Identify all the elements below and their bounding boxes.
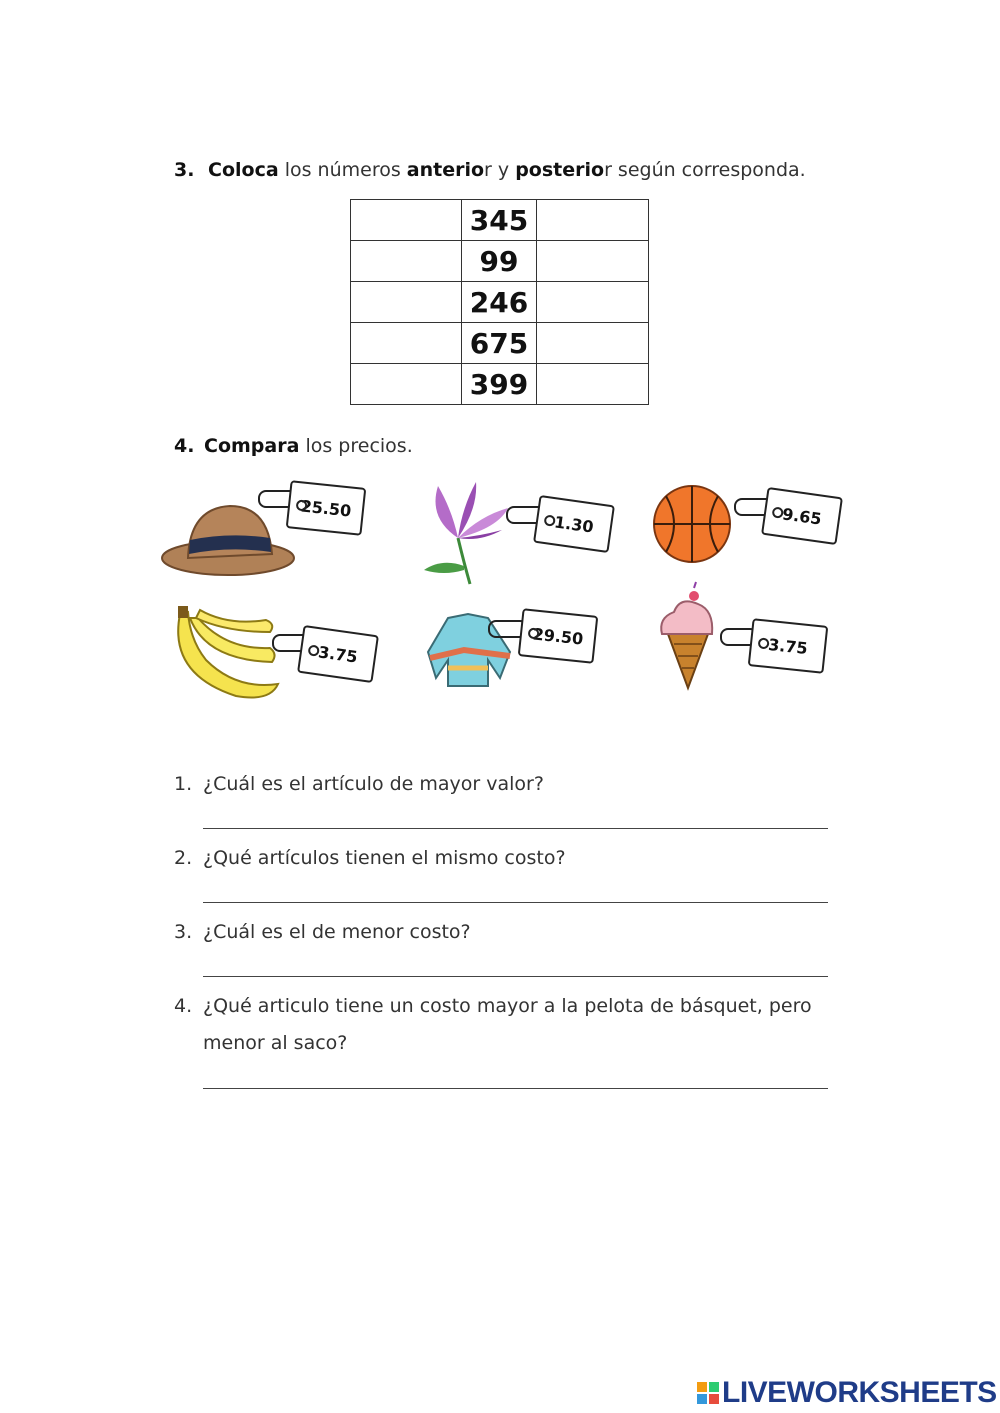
logo-text: LIVEWORKSHEETS bbox=[722, 1376, 997, 1409]
question-number: 3. bbox=[174, 921, 193, 943]
price-tag: 25.50 bbox=[286, 480, 367, 536]
banana-icon bbox=[166, 604, 286, 709]
price-tag: 1.30 bbox=[533, 495, 615, 553]
heading-word-compara: Compara bbox=[204, 435, 300, 457]
price-tag: 3.75 bbox=[297, 625, 379, 683]
previous-number-cell[interactable] bbox=[351, 364, 462, 405]
basketball-icon bbox=[652, 484, 734, 566]
logo-blocks-icon bbox=[697, 1382, 719, 1404]
section-4-heading bbox=[174, 435, 413, 457]
given-number-cell: 345 bbox=[462, 200, 537, 241]
heading-word-anterior: anterio bbox=[406, 159, 485, 181]
heading-word-coloca: Coloca bbox=[208, 159, 279, 181]
previous-number-cell[interactable] bbox=[351, 282, 462, 323]
table-row bbox=[351, 323, 649, 364]
question-number: 2. bbox=[174, 847, 193, 869]
next-number-cell[interactable] bbox=[537, 323, 649, 364]
heading-text: los números bbox=[278, 159, 407, 181]
question-text: ¿Qué articulo tiene un costo mayor a la pelota de básquet, pero menor al saco? bbox=[203, 995, 812, 1054]
previous-number-cell[interactable] bbox=[351, 323, 462, 364]
heading-text: r y bbox=[484, 159, 516, 181]
section-3-heading bbox=[174, 159, 806, 181]
section-4-number: 4. bbox=[174, 435, 195, 457]
answer-line-1[interactable] bbox=[203, 828, 828, 829]
price-tag: 29.50 bbox=[518, 608, 599, 664]
question-text: ¿Cuál es el artículo de mayor valor? bbox=[203, 773, 544, 795]
table-row bbox=[351, 241, 649, 282]
question-text: ¿Cuál es el de menor costo? bbox=[203, 921, 471, 943]
given-number-cell: 399 bbox=[462, 364, 537, 405]
price-tag: 3.75 bbox=[748, 618, 829, 674]
table-row bbox=[351, 364, 649, 405]
question-number: 1. bbox=[174, 773, 193, 795]
section-3-number: 3. bbox=[174, 159, 195, 181]
given-number-cell: 675 bbox=[462, 323, 537, 364]
heading-word-posterior: posterio bbox=[515, 159, 605, 181]
flower-icon bbox=[418, 478, 518, 588]
answer-line-2[interactable] bbox=[203, 902, 828, 903]
question-text: ¿Qué artículos tienen el mismo costo? bbox=[203, 847, 566, 869]
ice-cream-icon bbox=[658, 588, 718, 692]
next-number-cell[interactable] bbox=[537, 282, 649, 323]
answer-line-3[interactable] bbox=[203, 976, 828, 977]
table-row bbox=[351, 200, 649, 241]
question-number: 4. bbox=[174, 995, 193, 1017]
heading-text: r según corresponda. bbox=[604, 159, 806, 181]
given-number-cell: 246 bbox=[462, 282, 537, 323]
next-number-cell[interactable] bbox=[537, 200, 649, 241]
liveworksheets-logo bbox=[697, 1376, 997, 1410]
previous-number-cell[interactable] bbox=[351, 200, 462, 241]
heading-text: los precios. bbox=[299, 435, 413, 457]
given-number-cell: 99 bbox=[462, 241, 537, 282]
answer-line-4[interactable] bbox=[203, 1088, 828, 1089]
table-row bbox=[351, 282, 649, 323]
price-tag: 9.65 bbox=[761, 487, 843, 545]
next-number-cell[interactable] bbox=[537, 364, 649, 405]
previous-number-cell[interactable] bbox=[351, 241, 462, 282]
number-sequence-table bbox=[350, 199, 649, 405]
next-number-cell[interactable] bbox=[537, 241, 649, 282]
